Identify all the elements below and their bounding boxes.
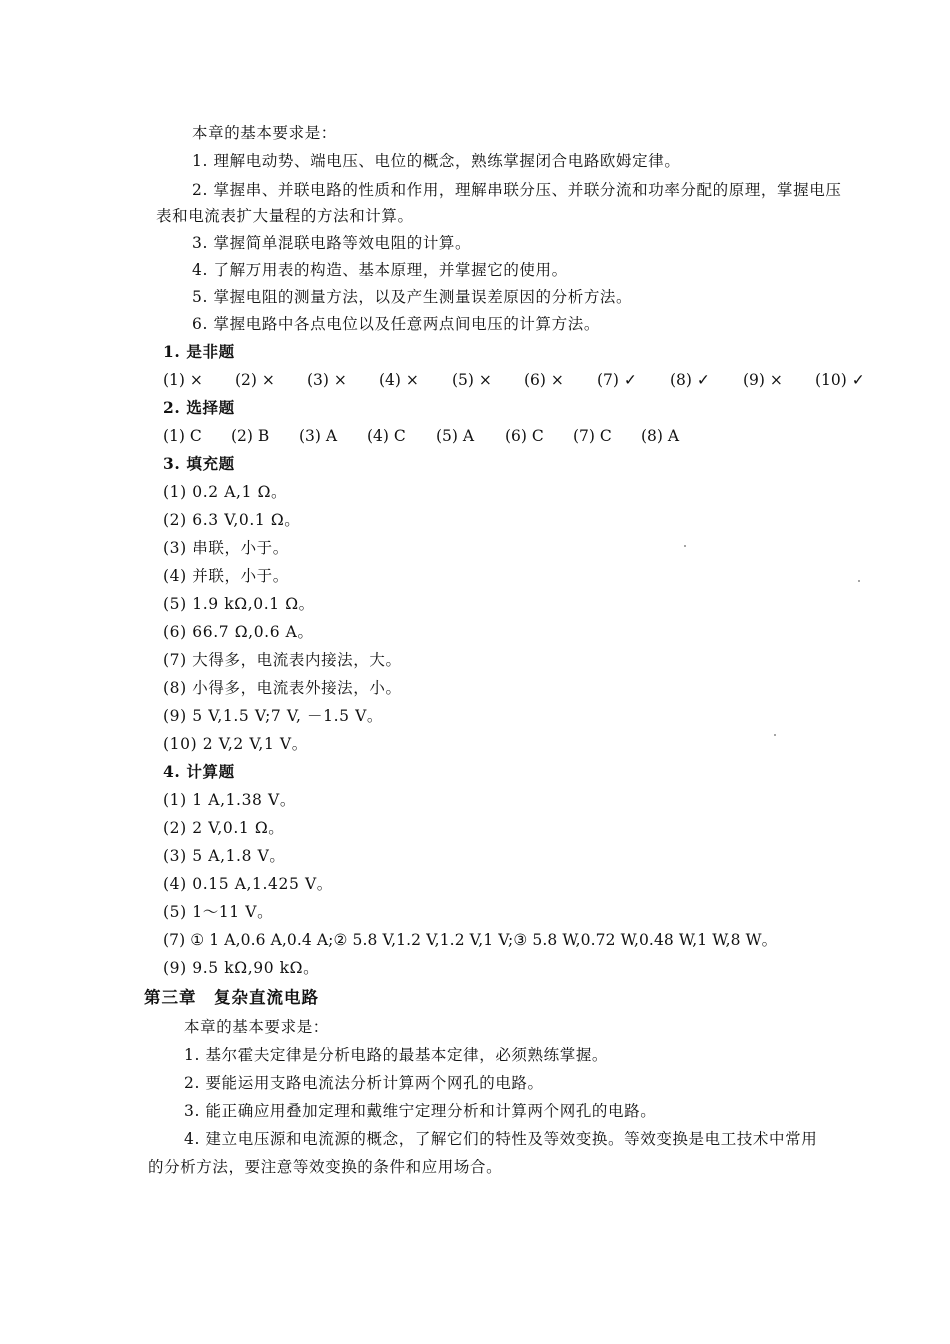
calc-answer: (5) 1～11 V。 [163,903,274,921]
scan-speck [774,734,776,736]
answer-item: (1) C [163,427,202,445]
answer-item: (2) B [231,427,270,445]
calc-answer: (4) 0.15 A,1.425 V。 [163,875,333,893]
answer-item: (3) A [299,427,338,445]
requirement-item: 6. 掌握电路中各点电位以及任意两点间电压的计算方法。 [192,315,600,333]
answer-item: (9) × [743,371,783,389]
calc-answer: (7) ① 1 A,0.6 A,0.4 A;② 5.8 V,1.2 V,1.2 V,1 V;③ 5.8 W,0.72 W,0.48 W,1 W,8 W。 [163,931,778,949]
calc-answer: (9) 9.5 kΩ,90 kΩ。 [163,959,320,977]
fill-answer: (3) 串联，小于。 [163,539,289,557]
fill-answer: (6) 66.7 Ω,0.6 A。 [163,623,314,641]
requirements-intro: 本章的基本要求是： [184,1018,329,1036]
calc-answer: (2) 2 V,0.1 Ω。 [163,819,285,837]
fill-in-heading: 3. 填充题 [163,454,235,473]
answer-item: (8) A [641,427,680,445]
answer-item: (8) ✓ [670,371,710,389]
requirement-item: 1. 理解电动势、端电压、电位的概念，熟练掌握闭合电路欧姆定律。 [192,152,681,170]
true-false-heading: 1. 是非题 [163,342,235,361]
requirement-item: 5. 掌握电阻的测量方法，以及产生测量误差原因的分析方法。 [192,288,633,306]
requirement-item: 4. 了解万用表的构造、基本原理，并掌握它的使用。 [192,261,568,279]
calc-answer: (1) 1 A,1.38 V。 [163,791,296,809]
fill-answer: (9) 5 V,1.5 V;7 V, －1.5 V。 [163,707,384,725]
requirement-item-continued: 的分析方法，要注意等效变换的条件和应用场合。 [148,1158,503,1176]
requirement-item: 4. 建立电压源和电流源的概念，了解它们的特性及等效变换。等效变换是电工技术中常用 [184,1130,818,1148]
answer-item: (6) C [505,427,544,445]
answer-item: (4) C [367,427,406,445]
fill-answer: (2) 6.3 V,0.1 Ω。 [163,511,301,529]
answer-item: (7) ✓ [597,371,637,389]
scan-speck [684,545,686,547]
answer-item: (3) × [307,371,347,389]
requirement-item-continued: 表和电流表扩大量程的方法和计算。 [156,207,414,225]
answer-item: (2) × [235,371,275,389]
multiple-choice-heading: 2. 选择题 [163,398,235,417]
fill-answer: (8) 小得多，电流表外接法，小。 [163,679,402,697]
fill-answer: (7) 大得多，电流表内接法，大。 [163,651,402,669]
chapter-title: 第三章 复杂直流电路 [144,988,319,1007]
answer-item: (5) × [452,371,492,389]
multiple-choice-answers [163,426,723,446]
answer-item: (4) × [379,371,419,389]
fill-answer: (1) 0.2 A,1 Ω。 [163,483,288,501]
calc-answer: (3) 5 A,1.8 V。 [163,847,286,865]
fill-answer: (4) 并联，小于。 [163,567,289,585]
requirement-item: 1. 基尔霍夫定律是分析电路的最基本定律，必须熟练掌握。 [184,1046,609,1064]
requirement-item: 2. 要能运用支路电流法分析计算两个网孔的电路。 [184,1074,544,1092]
fill-answer: (10) 2 V,2 V,1 V。 [163,735,308,753]
true-false-answers [163,370,903,390]
answer-item: (7) C [573,427,612,445]
requirement-item: 3. 能正确应用叠加定理和戴维宁定理分析和计算两个网孔的电路。 [184,1102,657,1120]
scan-speck [858,580,860,582]
requirement-item: 2. 掌握串、并联电路的性质和作用，理解串联分压、并联分流和功率分配的原理，掌握电压 [192,181,842,199]
answer-item: (5) A [436,427,475,445]
answer-item: (10) ✓ [815,371,865,389]
calculation-heading: 4. 计算题 [163,762,235,781]
requirements-intro: 本章的基本要求是： [192,124,337,142]
fill-answer: (5) 1.9 kΩ,0.1 Ω。 [163,595,315,613]
answer-item: (1) × [163,371,203,389]
requirement-item: 3. 掌握简单混联电路等效电阻的计算。 [192,234,472,252]
answer-item: (6) × [524,371,564,389]
